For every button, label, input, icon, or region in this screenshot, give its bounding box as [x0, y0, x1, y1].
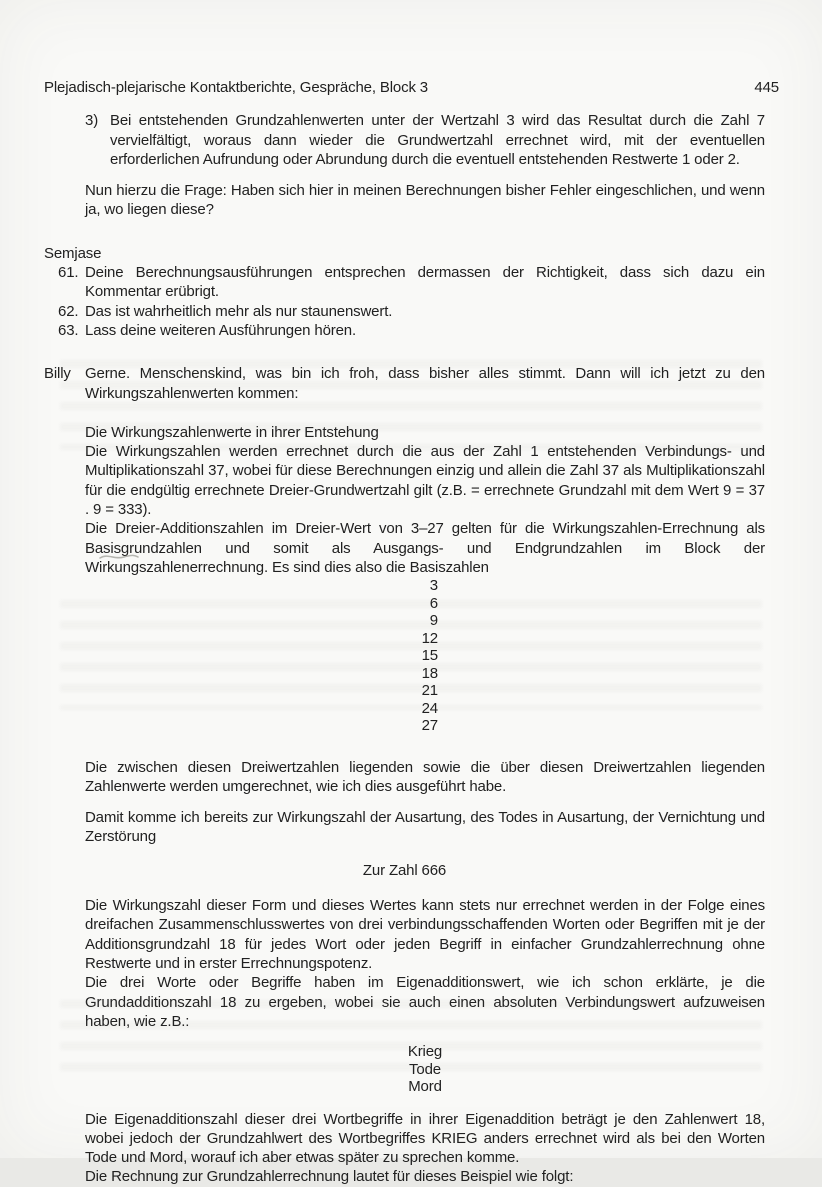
basis-number: 6	[429, 594, 438, 612]
statement-number: 61.	[58, 264, 79, 282]
bleedthrough-artifact	[60, 1000, 762, 1080]
statement-text: Das ist wahrheitlich mehr als nur staunenswert.	[85, 302, 393, 320]
beispiel-wort: Mord	[408, 1078, 442, 1096]
stray-pen-mark-icon	[98, 551, 140, 563]
entstehung-paragraph-1: Die Wirkungszahlen werden errechnet durch die aus der Zahl 1 entstehenden Verbindungs- und Multiplikationszahl 37, wobei für diese Berechnungen einzig und allein die Zahl 37 als Multiplikationszahl für die endgültig errechnete Dreier-Grundwertzahl gilt (z.B. = errechnete Grundzahl mit dem Wert 9 = 37 . 9 = 333).	[85, 443, 765, 519]
semjase-statement-list	[58, 263, 765, 340]
statement-62	[58, 302, 765, 321]
eigenaddition-paragraph-2: Die Rechnung zur Grundzahlerrechnung lautet für dieses Beispiel wie folgt:	[85, 1168, 574, 1186]
bleedthrough-artifact	[60, 600, 762, 710]
eigenaddition-paragraph-1: Die Eigenadditionszahl dieser drei Wortbegriffe in ihrer Eigenaddition beträgt je den Zahlenwert 18, wobei jedoch der Grundzahlwert des Wortbegriffes KRIEG anders errechnet wird als bei den Worten Tode und Mord, worauf ich aber etwas später zu sprechen komme.	[85, 1110, 765, 1167]
numbered-rule-item	[85, 111, 765, 169]
speaker-billy: Billy	[44, 365, 71, 383]
item-marker: 3)	[85, 112, 99, 130]
basis-number: 9	[429, 612, 438, 630]
page-number: 445	[754, 79, 779, 96]
eigenaddition-block	[85, 1110, 765, 1187]
umrechnung-paragraph: Die zwischen diesen Dreiwertzahlen liegenden sowie die über diesen Dreiwertzahlen liegenden Zahlenwerte werden umgerechnet, wie ich dies ausgeführt habe.	[85, 758, 765, 795]
zahl666-paragraph-1: Die Wirkungszahl dieser Form und dieses Wertes kann stets nur errechnet werden in der Folge eines dreifachen Zusammenschlusswertes von drei verbindungsschaffenden Worten oder Begriffen mit je der Additionsgrundzahl 18 für jedes Wort oder jeden Begriff in einfacher Grundzahlerrechnung ohne Restwerte und in erster Errechnungspotenz.	[85, 897, 765, 972]
statement-text: Deine Berechnungsausführungen entsprechen dermassen der Richtigkeit, dass sich dazu ein Kommentar erübrigt.	[85, 264, 765, 301]
statement-number: 62.	[58, 302, 79, 320]
basis-number: 24	[421, 699, 438, 717]
zahl666-paragraph-2: Die drei Worte oder Begriffe haben im Eigenadditionswert, wie ich schon erklärte, je die Grundadditionszahl 18 zu ergeben, wobei sie auch einen absoluten Verbindungswert aufzuweisen haben, wie z.B.:	[85, 974, 765, 1030]
statement-63	[58, 321, 765, 340]
beispiel-wort: Tode	[409, 1060, 441, 1078]
basis-number: 3	[429, 577, 438, 595]
basis-number: 18	[421, 664, 438, 682]
basis-number: 12	[421, 629, 438, 647]
entstehung-heading: Die Wirkungszahlenwerte in ihrer Entstehung	[85, 423, 379, 441]
statement-61	[58, 263, 765, 302]
beispiel-wort: Krieg	[407, 1043, 443, 1061]
basis-number: 15	[421, 647, 438, 665]
speaker-semjase: Semjase	[44, 244, 102, 262]
zur-zahl-666-heading: Zur Zahl 666	[362, 861, 447, 879]
page-header	[44, 78, 779, 97]
bleedthrough-artifact	[60, 360, 762, 450]
basis-number: 21	[421, 682, 438, 700]
statement-number: 63.	[58, 321, 79, 339]
question-paragraph: Nun hierzu die Frage: Haben sich hier in meinen Berechnungen bisher Fehler eingeschlichen, und wenn ja, wo liegen diese?	[85, 182, 765, 219]
item-text: Bei entstehenden Grundzahlenwerten unter der Wertzahl 3 wird das Resultat durch die Zahl 7 vervielfältigt, woraus dann wieder die Grundwertzahl errechnet wird, mit der eventuellen erforderlichen Aufrundung oder Abrundung durch die eventuell entstehenden Restwerte 1 oder 2.	[110, 112, 765, 168]
statement-text: Lass deine weiteren Ausführungen hören.	[85, 321, 357, 339]
ausartung-paragraph: Damit komme ich bereits zur Wirkungszahl der Ausartung, des Todes in Ausartung, der Vernichtung und Zerstörung	[85, 809, 765, 846]
entstehung-paragraph-2: Die Dreier-Additionszahlen im Dreier-Wert von 3–27 gelten für die Wirkungszahlen-Errechnung als Basisgrundzahlen und somit als Ausgangs- und Endgrundzahlen im Block der Wirkungszahlenerrechnung. Es sind dies also die Basiszahlen	[85, 520, 765, 576]
running-title: Plejadisch-plejarische Kontaktberichte, Gespräche, Block 3	[44, 79, 429, 96]
basis-number: 27	[421, 717, 438, 735]
billy-intro-paragraph: Gerne. Menschenskind, was bin ich froh, dass bisher alles stimmt. Dann will ich jetzt zu den Wirkungszahlenwerten kommen:	[85, 365, 765, 402]
